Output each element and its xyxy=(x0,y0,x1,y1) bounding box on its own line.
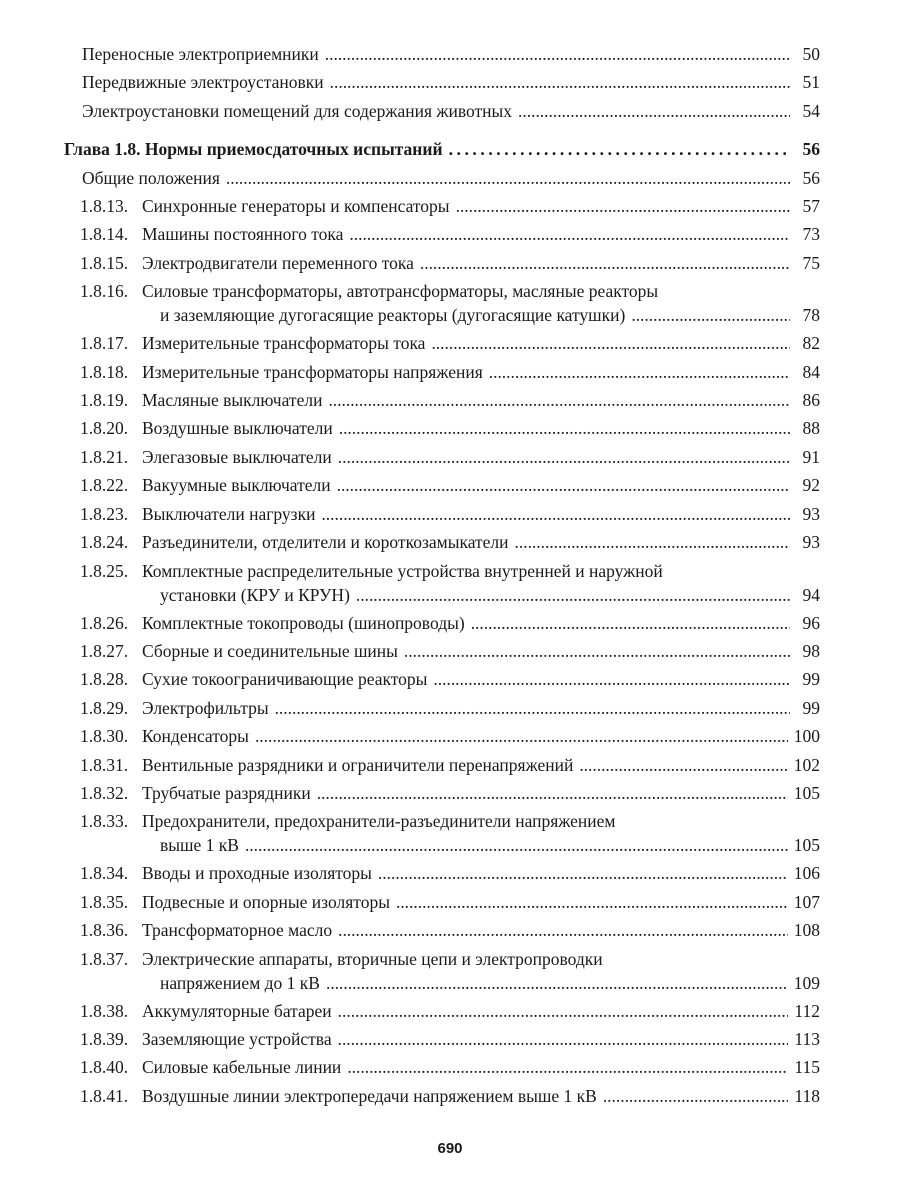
section-title-line1: Электрические аппараты, вторичные цепи и электропроводки xyxy=(142,948,603,969)
section-page: 105 xyxy=(793,782,820,803)
dot-leader xyxy=(321,500,790,528)
dot-leader xyxy=(579,751,787,779)
section-number: 1.8.39. xyxy=(80,1028,129,1049)
section-page: 115 xyxy=(794,1057,820,1078)
section-page: 93 xyxy=(802,503,820,524)
section-number: 1.8.29. xyxy=(80,697,129,718)
section-page: 99 xyxy=(802,697,820,718)
section-page: 57 xyxy=(802,196,820,217)
dot-leader xyxy=(356,583,790,607)
section-page: 78 xyxy=(802,305,820,326)
section-number: 1.8.40. xyxy=(80,1057,129,1078)
dot-leader xyxy=(317,779,788,807)
section-page: 75 xyxy=(802,252,820,273)
dot-leader xyxy=(337,471,790,499)
section-number: 1.8.25. xyxy=(80,560,129,581)
section-page: 102 xyxy=(793,754,820,775)
dot-leader xyxy=(420,249,790,277)
section-number: 1.8.24. xyxy=(80,532,129,553)
dot-leader xyxy=(433,665,790,693)
section-title: Силовые кабельные линии xyxy=(142,1057,342,1078)
dot-leader xyxy=(456,192,790,220)
toc-entry-title: Переносные электроприемники xyxy=(82,44,319,64)
section-number: 1.8.37. xyxy=(80,948,129,969)
dot-leader xyxy=(330,68,790,96)
toc-entry-title: Электроустановки помещений для содержания животных xyxy=(82,100,513,121)
section-title: Электродвигатели переменного тока xyxy=(142,252,414,273)
toc-entry-page: 50 xyxy=(802,44,820,64)
section-number: 1.8.19. xyxy=(80,390,129,411)
section-page: 91 xyxy=(802,446,820,467)
toc-section-entry xyxy=(64,1025,820,1053)
section-title: Заземляющие устройства xyxy=(142,1028,332,1049)
dot-leader xyxy=(245,833,788,857)
toc-section-entry xyxy=(64,997,820,1025)
section-title: Аккумуляторные батареи xyxy=(142,1000,332,1021)
section-number: 1.8.23. xyxy=(80,503,129,524)
toc-entry-title: Общие положения xyxy=(82,167,220,188)
section-number: 1.8.16. xyxy=(80,281,129,302)
section-title: установки (КРУ и КРУН) xyxy=(160,584,350,605)
section-title: напряжением до 1 кВ xyxy=(160,972,320,993)
section-title: Воздушные линии электропередачи напряжением выше 1 кВ xyxy=(142,1085,597,1106)
dot-leader xyxy=(515,528,790,556)
section-title-line1: Силовые трансформаторы, автотрансформаторы, масляные реакторы xyxy=(142,281,659,302)
section-title: Сборные и соединительные шины xyxy=(142,640,398,661)
section-title: выше 1 кВ xyxy=(160,835,239,856)
section-page: 93 xyxy=(802,532,820,553)
section-number: 1.8.22. xyxy=(80,475,129,496)
toc-section-entry xyxy=(64,945,820,997)
section-page: 112 xyxy=(794,1000,820,1021)
section-title: Выключатели нагрузки xyxy=(142,503,316,524)
dot-leader xyxy=(489,358,790,386)
section-number: 1.8.17. xyxy=(80,333,129,354)
section-page: 108 xyxy=(793,920,820,941)
dot-leader xyxy=(338,997,789,1025)
dot-leader xyxy=(325,40,790,68)
section-page: 88 xyxy=(802,418,820,439)
dot-leader xyxy=(338,1025,789,1053)
section-page: 92 xyxy=(802,475,820,496)
toc-section-entry xyxy=(64,220,820,248)
dot-leader xyxy=(431,329,790,357)
section-number: 1.8.20. xyxy=(80,418,129,439)
toc-entry-page: 51 xyxy=(802,72,820,93)
toc-section-entry xyxy=(64,329,820,357)
toc-section-entry xyxy=(64,443,820,471)
toc-section-entry xyxy=(64,722,820,750)
section-number: 1.8.35. xyxy=(80,891,129,912)
dot-leader xyxy=(226,164,790,192)
section-page: 113 xyxy=(794,1028,820,1049)
section-page: 99 xyxy=(802,669,820,690)
section-title: Масляные выключатели xyxy=(142,390,323,411)
section-title: Измерительные трансформаторы напряжения xyxy=(142,361,483,382)
section-title: Сухие токоограничивающие реакторы xyxy=(142,669,428,690)
section-title: Разъединители, отделители и короткозамыкатели xyxy=(142,532,509,553)
section-title-line1: Комплектные распределительные устройства внутренней и наружной xyxy=(142,560,663,581)
section-number: 1.8.34. xyxy=(80,863,129,884)
toc-section-entry xyxy=(64,358,820,386)
section-title: Конденсаторы xyxy=(142,726,249,747)
section-number: 1.8.30. xyxy=(80,726,129,747)
toc-entry xyxy=(64,164,820,192)
toc-section-entry xyxy=(64,859,820,887)
section-title: Воздушные выключатели xyxy=(142,418,333,439)
section-number: 1.8.15. xyxy=(80,252,129,273)
section-page: 94 xyxy=(802,584,820,605)
toc-entry-page: 54 xyxy=(802,100,820,121)
section-number: 1.8.18. xyxy=(80,361,129,382)
toc-chapter-heading xyxy=(64,135,820,163)
dot-leader xyxy=(339,414,790,442)
dot-leader xyxy=(347,1053,788,1081)
toc-section-entry xyxy=(64,888,820,916)
toc-section-entry xyxy=(64,779,820,807)
section-page: 105 xyxy=(793,835,820,856)
table-of-contents xyxy=(64,40,820,1110)
section-number: 1.8.28. xyxy=(80,669,129,690)
toc-entry xyxy=(64,40,820,68)
section-page: 98 xyxy=(802,640,820,661)
dot-leader xyxy=(255,722,788,750)
toc-section-entry xyxy=(64,471,820,499)
section-number: 1.8.36. xyxy=(80,920,129,941)
dot-leader xyxy=(449,135,790,163)
section-number: 1.8.31. xyxy=(80,754,129,775)
section-page: 100 xyxy=(793,726,820,747)
toc-section-entry xyxy=(64,249,820,277)
toc-section-entry xyxy=(64,500,820,528)
section-title: Измерительные трансформаторы тока xyxy=(142,333,426,354)
dot-leader xyxy=(328,386,790,414)
section-title: Вводы и проходные изоляторы xyxy=(142,863,372,884)
section-title: Вакуумные выключатели xyxy=(142,475,331,496)
section-page: 96 xyxy=(802,612,820,633)
dot-leader xyxy=(378,859,788,887)
section-number: 1.8.21. xyxy=(80,446,129,467)
toc-section-entry xyxy=(64,277,820,329)
toc-section-entry xyxy=(64,1082,820,1110)
section-number: 1.8.33. xyxy=(80,811,129,832)
section-number: 1.8.26. xyxy=(80,612,129,633)
chapter-title: Глава 1.8. Нормы приемосдаточных испытаний xyxy=(64,139,443,160)
section-number: 1.8.41. xyxy=(80,1085,129,1106)
toc-section-entry xyxy=(64,528,820,556)
section-number: 1.8.38. xyxy=(80,1000,129,1021)
section-page: 73 xyxy=(802,224,820,245)
toc-section-entry xyxy=(64,694,820,722)
section-page: 107 xyxy=(793,891,820,912)
dot-leader xyxy=(471,609,790,637)
section-page: 106 xyxy=(793,863,820,884)
dot-leader xyxy=(349,220,790,248)
section-title: Синхронные генераторы и компенсаторы xyxy=(142,196,450,217)
toc-section-entry xyxy=(64,916,820,944)
page-number: 690 xyxy=(437,1140,463,1157)
section-title: Трансформаторное масло xyxy=(142,920,333,941)
section-number: 1.8.13. xyxy=(80,196,129,217)
section-title: Машины постоянного тока xyxy=(142,224,344,245)
section-number: 1.8.32. xyxy=(80,782,129,803)
section-page: 84 xyxy=(802,361,820,382)
dot-leader xyxy=(404,637,790,665)
dot-leader xyxy=(326,971,788,995)
dot-leader xyxy=(338,443,790,471)
toc-section-entry xyxy=(64,386,820,414)
toc-entry-page: 56 xyxy=(802,167,820,188)
dot-leader xyxy=(518,97,790,125)
section-page: 82 xyxy=(802,333,820,354)
section-page: 86 xyxy=(802,390,820,411)
dot-leader xyxy=(631,303,790,327)
section-title: Подвесные и опорные изоляторы xyxy=(142,891,390,912)
toc-section-entry xyxy=(64,665,820,693)
section-title: Вентильные разрядники и ограничители перенапряжений xyxy=(142,754,574,775)
toc-section-entry xyxy=(64,751,820,779)
section-title: Элегазовые выключатели xyxy=(142,446,332,467)
dot-leader xyxy=(275,694,790,722)
section-title: Трубчатые разрядники xyxy=(142,782,311,803)
toc-section-entry xyxy=(64,414,820,442)
dot-leader xyxy=(396,888,788,916)
section-title-line1: Предохранители, предохранители-разъединители напряжением xyxy=(142,811,616,832)
toc-entry xyxy=(64,68,820,96)
section-title: Электрофильтры xyxy=(142,697,269,718)
section-title: и заземляющие дугогасящие реакторы (дугогасящие катушки) xyxy=(160,305,626,326)
toc-section-entry xyxy=(64,1053,820,1081)
toc-entry xyxy=(64,97,820,125)
section-page: 118 xyxy=(794,1085,820,1106)
section-number: 1.8.14. xyxy=(80,224,129,245)
toc-section-entry xyxy=(64,192,820,220)
toc-entry-title: Передвижные электроустановки xyxy=(82,72,324,93)
dot-leader xyxy=(603,1082,789,1110)
section-page: 109 xyxy=(793,972,820,993)
toc-section-entry xyxy=(64,557,820,609)
toc-section-entry xyxy=(64,807,820,859)
toc-section-list xyxy=(64,192,820,1110)
section-number: 1.8.27. xyxy=(80,640,129,661)
toc-section-entry xyxy=(64,637,820,665)
dot-leader xyxy=(338,916,788,944)
toc-section-entry xyxy=(64,609,820,637)
section-title: Комплектные токопроводы (шинопроводы) xyxy=(142,612,465,633)
chapter-page: 56 xyxy=(802,139,820,160)
